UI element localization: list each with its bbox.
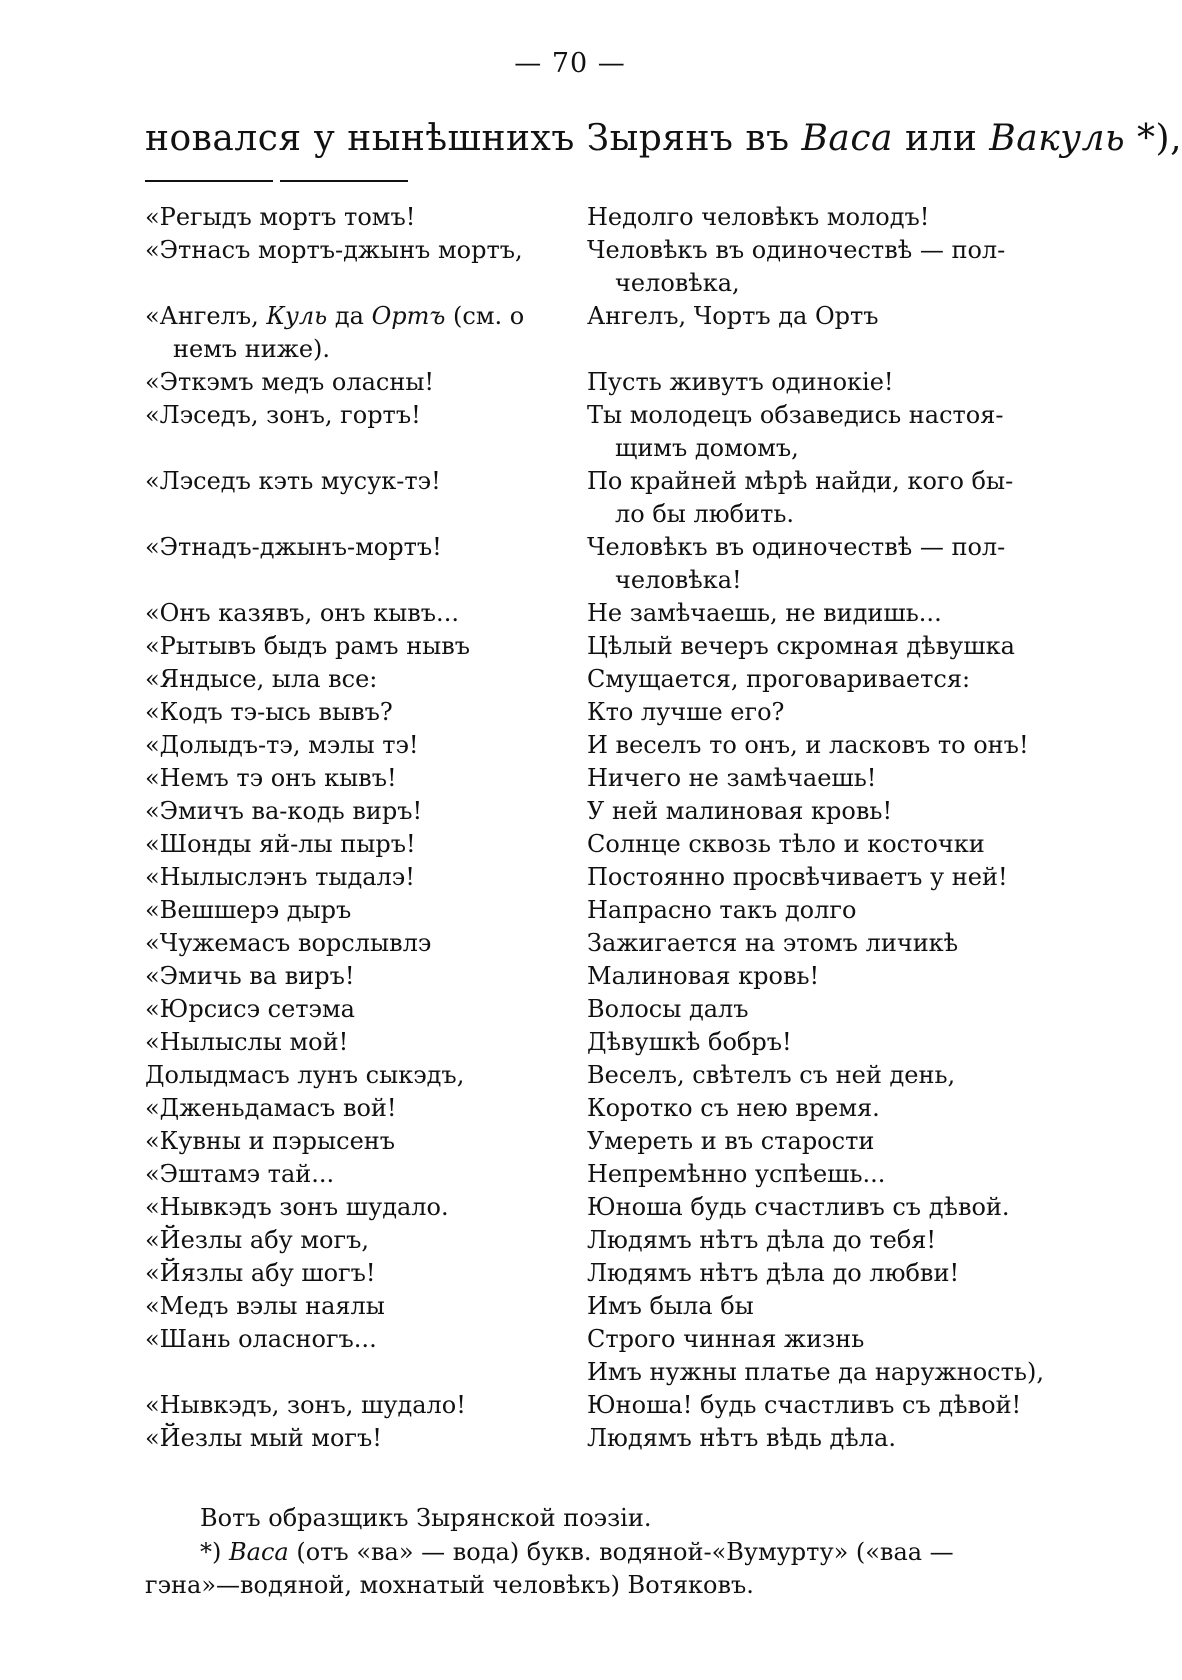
zyrian-verse xyxy=(145,861,565,894)
russian-translation xyxy=(587,729,1037,762)
zyrian-verse xyxy=(145,630,565,663)
verse-line: «Йезлы абу могъ, xyxy=(145,1226,369,1254)
zyrian-verse xyxy=(145,795,565,828)
translation-line: Веселъ, свѣтелъ съ ней день, xyxy=(587,1061,956,1089)
translation-line: Ты молодецъ обзаведись настоя- xyxy=(587,401,1004,429)
verse-line: «Дженьдамасъ вой! xyxy=(145,1094,397,1122)
russian-translation xyxy=(587,1224,1037,1257)
russian-translation xyxy=(587,531,1037,597)
translation-line: И веселъ то онъ, и ласковъ то онъ! xyxy=(587,731,1029,759)
verse-line: «Эткэмъ медъ оласны! xyxy=(145,368,435,396)
poem-row xyxy=(0,630,1140,663)
poem-row xyxy=(0,1422,1140,1455)
zyrian-verse xyxy=(145,1191,565,1224)
footnote-line-1 xyxy=(145,1536,1100,1569)
zyrian-verse xyxy=(145,993,565,1026)
verse-line: «Медъ вэлы наялы xyxy=(145,1292,385,1320)
translation-line: Смущается, проговаривается: xyxy=(587,665,971,693)
poem-row xyxy=(0,1389,1140,1422)
verse-line: «Лэседъ кэть мусук-тэ! xyxy=(145,467,441,495)
poem-row xyxy=(0,1158,1140,1191)
russian-translation xyxy=(587,465,1037,531)
heading-prefix: новался у нынѣшнихъ Зырянъ въ xyxy=(145,118,802,159)
translation-line: щимъ домомъ, xyxy=(615,434,799,462)
russian-translation xyxy=(587,960,1037,993)
zyrian-verse xyxy=(145,465,565,498)
translation-line: Малиновая кровь! xyxy=(587,962,820,990)
zyrian-verse xyxy=(145,696,565,729)
poem-row xyxy=(0,1290,1140,1323)
verse-line: «Кувны и пэрысенъ xyxy=(145,1127,396,1155)
verse-line: «Нылыслэнъ тыдалэ! xyxy=(145,863,415,891)
zyrian-verse xyxy=(145,597,565,630)
zyrian-verse xyxy=(145,729,565,762)
verse-line: «Нывкэдъ, зонъ, шудало! xyxy=(145,1391,466,1419)
poem-row xyxy=(0,234,1140,300)
zyrian-verse xyxy=(145,1224,565,1257)
russian-translation xyxy=(587,696,1037,729)
translation-line: Постоянно просвѣчиваетъ у ней! xyxy=(587,863,1008,891)
translation-line: человѣка! xyxy=(615,566,742,594)
footnote-line-2: гэна»—водяной, мохнатый человѣкъ) Вотяковъ. xyxy=(145,1571,754,1599)
poem-row xyxy=(0,300,1140,366)
translation-line: Непремѣнно успѣешь... xyxy=(587,1160,886,1188)
poem-row xyxy=(0,1092,1140,1125)
zyrian-verse xyxy=(145,1026,565,1059)
russian-translation xyxy=(587,1158,1037,1191)
poem-row xyxy=(0,696,1140,729)
russian-translation xyxy=(587,1290,1037,1323)
zyrian-verse xyxy=(145,366,565,399)
verse-line: «Немъ тэ онъ кывъ! xyxy=(145,764,397,792)
poem-row xyxy=(0,1257,1140,1290)
translation-line: Ничего не замѣчаешь! xyxy=(587,764,877,792)
russian-translation xyxy=(587,828,1037,861)
zyrian-verse xyxy=(145,1422,565,1455)
zyrian-verse xyxy=(145,300,565,366)
verse-line: «Йязлы абу шогъ! xyxy=(145,1259,376,1287)
translation-line: Зажигается на этомъ личикѣ xyxy=(587,929,959,957)
poem-row xyxy=(0,597,1140,630)
zyrian-verse xyxy=(145,1389,565,1422)
translation-line: ло бы любить. xyxy=(615,500,795,528)
russian-translation xyxy=(587,663,1037,696)
russian-translation xyxy=(587,927,1037,960)
verse-line: «Лэседъ, зонъ, гортъ! xyxy=(145,401,421,429)
zyrian-verse xyxy=(145,1059,565,1092)
russian-translation xyxy=(587,795,1037,828)
poem-row xyxy=(0,1224,1140,1257)
translation-line: Людямъ нѣтъ дѣла до любви! xyxy=(587,1259,960,1287)
poem-row xyxy=(0,960,1140,993)
footnote-text-1: (отъ «ва» — вода) букв. водяной-«Вумурту» («ваа — xyxy=(288,1538,954,1566)
verse-line: «Йезлы мый могъ! xyxy=(145,1424,382,1452)
verse-line: «Долыдъ-тэ, мэлы тэ! xyxy=(145,731,419,759)
heading-middle: или xyxy=(893,118,990,159)
russian-translation xyxy=(587,993,1037,1026)
russian-translation xyxy=(587,762,1037,795)
russian-translation xyxy=(587,1389,1037,1422)
poem-row xyxy=(0,1059,1140,1092)
zyrian-verse xyxy=(145,762,565,795)
zyrian-verse xyxy=(145,1257,565,1290)
verse-line: «Эмичъ ва-кодь виръ! xyxy=(145,797,423,825)
translation-line: Человѣкъ въ одиночествѣ — пол- xyxy=(587,533,1006,561)
translation-line: Недолго человѣкъ молодъ! xyxy=(587,203,930,231)
page-number: — 70 — xyxy=(514,48,626,79)
zyrian-verse xyxy=(145,1092,565,1125)
verse-fragment: Ортъ xyxy=(371,302,446,330)
verse-line: «Шонды яй-лы пыръ! xyxy=(145,830,416,858)
translation-line: Имъ была бы xyxy=(587,1292,754,1320)
poem-row xyxy=(0,1323,1140,1389)
closing-line: Вотъ образщикъ Зырянской поэзіи. xyxy=(200,1504,652,1532)
verse-line: «Регыдъ мортъ томъ! xyxy=(145,203,416,231)
russian-translation xyxy=(587,1257,1037,1290)
verse-line: «Эштамэ тай... xyxy=(145,1160,335,1188)
translation-line: Юноша будь счастливъ съ дѣвой. xyxy=(587,1193,1010,1221)
verse-line: «Кодъ тэ-ысь вывъ? xyxy=(145,698,393,726)
translation-line: Волосы далъ xyxy=(587,995,749,1023)
russian-translation xyxy=(587,1059,1037,1092)
poem-row xyxy=(0,1191,1140,1224)
separator-rule xyxy=(280,180,408,182)
russian-translation xyxy=(587,1191,1037,1224)
poem-row xyxy=(0,729,1140,762)
translation-line: Умереть и въ старости xyxy=(587,1127,875,1155)
verse-line: «Яндысе, ыла все: xyxy=(145,665,378,693)
verse-line: «Нылыслы мой! xyxy=(145,1028,349,1056)
poem-row xyxy=(0,993,1140,1026)
poem-row xyxy=(0,1125,1140,1158)
russian-translation xyxy=(587,399,1037,465)
translation-line: Кто лучше его? xyxy=(587,698,785,726)
russian-translation xyxy=(587,861,1037,894)
translation-line: Людямъ нѣтъ вѣдь дѣла. xyxy=(587,1424,896,1452)
translation-line: Имъ нужны платье да наружность), xyxy=(587,1358,1044,1386)
verse-line: «Онъ казявъ, онъ кывъ... xyxy=(145,599,459,627)
verse-fragment: да xyxy=(327,302,372,330)
verse-line: «Чужемасъ ворслывлэ xyxy=(145,929,432,957)
zyrian-verse xyxy=(145,531,565,564)
translation-line: Солнце сквозь тѣло и косточки xyxy=(587,830,985,858)
heading-line xyxy=(145,118,1182,159)
zyrian-verse xyxy=(145,894,565,927)
zyrian-verse xyxy=(145,663,565,696)
poem-row xyxy=(0,465,1140,531)
russian-translation xyxy=(587,300,1037,333)
poem-row xyxy=(0,366,1140,399)
russian-translation xyxy=(587,366,1037,399)
separator-rule xyxy=(145,180,273,182)
verse-continuation: немъ ниже). xyxy=(173,335,331,363)
translation-line: Человѣкъ въ одиночествѣ — пол- xyxy=(587,236,1006,264)
poem-row xyxy=(0,531,1140,597)
translation-line: Коротко съ нею время. xyxy=(587,1094,880,1122)
russian-translation xyxy=(587,1092,1037,1125)
zyrian-verse xyxy=(145,927,565,960)
translation-line: Людямъ нѣтъ дѣла до тебя! xyxy=(587,1226,937,1254)
poem-row xyxy=(0,861,1140,894)
russian-translation xyxy=(587,201,1037,234)
russian-translation xyxy=(587,630,1037,663)
poem-row xyxy=(0,1026,1140,1059)
translation-line: Не замѣчаешь, не видишь... xyxy=(587,599,942,627)
poem-row xyxy=(0,894,1140,927)
heading-term-vakul: Вакуль xyxy=(989,118,1126,159)
russian-translation xyxy=(587,894,1037,927)
verse-line: «Шань оласногъ... xyxy=(145,1325,377,1353)
translation-line: Строго чинная жизнь xyxy=(587,1325,865,1353)
zyrian-verse xyxy=(145,201,565,234)
poem-row xyxy=(0,201,1140,234)
translation-line: По крайней мѣрѣ найди, кого бы- xyxy=(587,467,1014,495)
verse-line: «Юрсисэ сетэма xyxy=(145,995,355,1023)
zyrian-verse xyxy=(145,960,565,993)
translation-line: У ней малиновая кровь! xyxy=(587,797,893,825)
verse-line: «Вешшерэ дыръ xyxy=(145,896,352,924)
verse-fragment: Куль xyxy=(266,302,328,330)
verse-line: «Этнасъ мортъ-джынъ мортъ, xyxy=(145,236,523,264)
verse-line: Долыдмасъ лунъ сыкэдъ, xyxy=(145,1061,465,1089)
translation-line: Напрасно такъ долго xyxy=(587,896,857,924)
zyrian-verse xyxy=(145,399,565,432)
poem-row xyxy=(0,927,1140,960)
translation-line: Дѣвушкѣ бобръ! xyxy=(587,1028,792,1056)
zyrian-verse xyxy=(145,1290,565,1323)
poem-row xyxy=(0,663,1140,696)
zyrian-verse xyxy=(145,828,565,861)
zyrian-verse xyxy=(145,1125,565,1158)
russian-translation xyxy=(587,1323,1044,1389)
poem-row xyxy=(0,762,1140,795)
verse-line: «Эмичь ва виръ! xyxy=(145,962,355,990)
russian-translation xyxy=(587,234,1037,300)
zyrian-verse xyxy=(145,234,565,267)
verse-line: «Этнадъ-джынъ-мортъ! xyxy=(145,533,442,561)
poem-row xyxy=(0,828,1140,861)
zyrian-verse xyxy=(145,1323,565,1356)
heading-term-vasa: Васа xyxy=(801,118,894,159)
russian-translation xyxy=(587,1125,1037,1158)
russian-translation xyxy=(587,1422,1037,1455)
verse-line: «Нывкэдъ зонъ шудало. xyxy=(145,1193,449,1221)
poem-row xyxy=(0,795,1140,828)
translation-line: Цѣлый вечеръ скромная дѣвушка xyxy=(587,632,1015,660)
translation-line: Ангелъ, Чортъ да Ортъ xyxy=(587,302,879,330)
verse-fragment: «Ангелъ, xyxy=(145,302,267,330)
translation-line: Пусть живутъ одинокіе! xyxy=(587,368,894,396)
poem-row xyxy=(0,399,1140,465)
heading-suffix: *), xyxy=(1125,118,1182,159)
verse-line: «Рытывъ быдъ рамъ нывъ xyxy=(145,632,471,660)
translation-line: Юноша! будь счастливъ съ дѣвой! xyxy=(587,1391,1022,1419)
russian-translation xyxy=(587,597,1037,630)
footnote-mark: *) xyxy=(200,1538,229,1566)
footnote-term: Васа xyxy=(229,1538,289,1566)
russian-translation xyxy=(587,1026,1037,1059)
zyrian-verse xyxy=(145,1158,565,1191)
translation-line: человѣка, xyxy=(615,269,740,297)
verse-fragment: (см. о xyxy=(445,302,525,330)
